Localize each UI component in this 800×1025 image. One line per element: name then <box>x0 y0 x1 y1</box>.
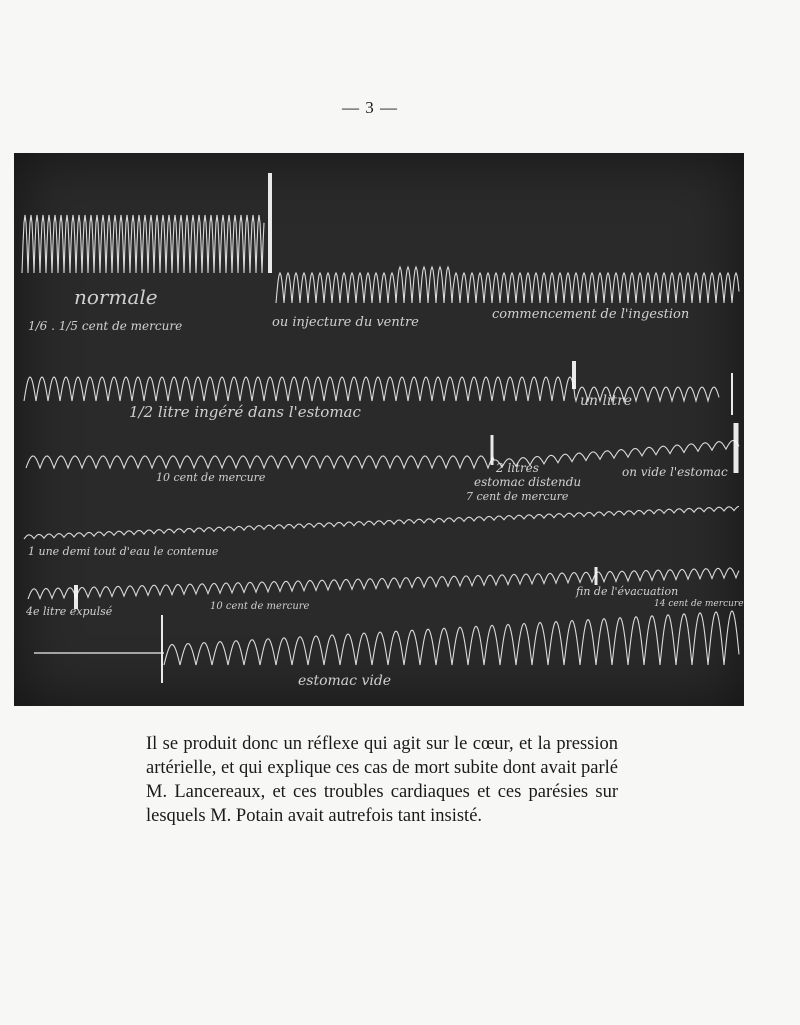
trace-1-normal <box>22 215 264 273</box>
annotation-one-liter: un litre <box>580 393 633 409</box>
trace-3 <box>26 441 739 469</box>
annotation-ten-cent-b: 10 cent de mercure <box>210 601 310 612</box>
annotation-seven-cent: 7 cent de mercure <box>466 490 569 503</box>
annotation-ten-cent: 10 cent de mercure <box>156 471 266 484</box>
trace-6 <box>164 611 739 665</box>
annotation-fourteen-cent: 14 cent de mercure <box>654 599 744 609</box>
annotation-end-evacuation: fin de l'évacuation <box>576 585 679 598</box>
body-paragraph-block <box>146 732 618 828</box>
annotation-same-one: 1/6 . 1/5 cent de mercure <box>28 319 183 333</box>
annotation-compressed: 1 une demi tout d'eau le contenue <box>28 545 219 558</box>
trace-4 <box>24 506 739 539</box>
annotation-four-liters: 4e litre expulsé <box>26 605 113 618</box>
page-number: — 3 — <box>342 98 398 117</box>
annotation-normale: normale <box>74 285 158 309</box>
annotation-injection: ou injecture du ventre <box>272 315 419 330</box>
annotation-commencement: commencement de l'ingestion <box>492 307 690 322</box>
body-paragraph: Il se produit donc un réflexe qui agit sur le cœur, et la pression artérielle, et qui explique ces cas de mort subite dont avait parlé M. Lancereaux, et ces troubles cardiaques et ces parésies sur lesquels M. Potain avait autrefois tant insisté. <box>146 734 618 826</box>
annotation-ce-vide: on vide l'estomac <box>622 465 728 479</box>
trace-1-continued <box>276 267 739 303</box>
tracing-photograph <box>14 153 744 706</box>
annotation-empty-stomach: estomac vide <box>298 673 392 689</box>
annotation-stomach-distended: estomac distendu <box>474 475 582 489</box>
pressure-tracings <box>14 153 744 706</box>
annotation-two-liters: 2 litres <box>496 461 539 475</box>
annotation-half-liter: 1/2 litre ingéré dans l'estomac <box>129 403 361 421</box>
